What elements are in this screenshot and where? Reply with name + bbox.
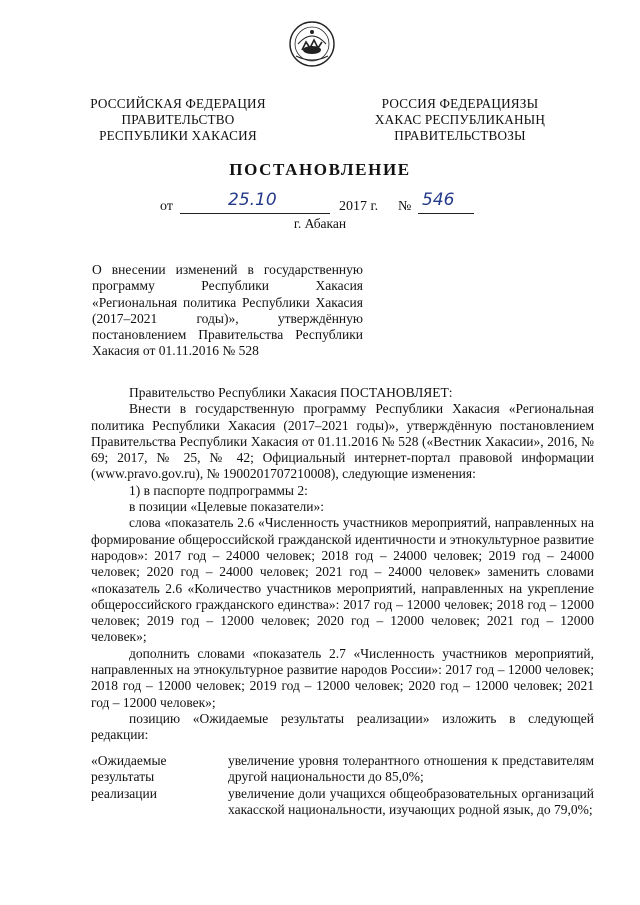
label-line: реализации xyxy=(91,785,157,801)
number-underline xyxy=(418,213,474,214)
header-right-line: ХАКАС РЕСПУБЛИКАНЫҢ xyxy=(374,112,546,127)
header-right-line: ПРАВИТЕЛЬСТВОЗЫ xyxy=(394,128,526,143)
document-title: ПОСТАНОВЛЕНИЕ xyxy=(229,160,411,179)
subject-line: (2017–2021 годы)», утверждённую xyxy=(92,310,363,326)
label-line: «Ожидаемые xyxy=(91,753,167,768)
number-sign: № xyxy=(398,199,412,214)
expected-results-label xyxy=(91,753,211,802)
body-paragraph: в позиции «Целевые показатели»: xyxy=(129,499,325,515)
body-paragraph: позицию «Ожидаемые результаты реализации» изложить в следующей редакции: xyxy=(91,710,594,743)
subject-line: постановлением Правительства Республики xyxy=(92,327,363,343)
header-left-line: РОССИЙСКАЯ ФЕДЕРАЦИЯ xyxy=(90,96,266,111)
expected-results-items xyxy=(228,753,594,818)
date-number-line xyxy=(0,190,640,217)
date-prefix: от xyxy=(160,199,173,214)
label-line: результаты xyxy=(91,769,155,785)
body-paragraph: дополнить словами «показатель 2.7 «Численность участников мероприятий, направленных на этнокультурное развитие народов России»: 2017 год – 12000 человек; 2018 год – 12000 человек; 2019 год – 12000 человек; 2020 год – 12000 человек; 2021 год – 12000 человек»; xyxy=(91,645,594,710)
subject-line: программу Республики Хакасия xyxy=(92,278,363,294)
header-left-line: РЕСПУБЛИКИ ХАКАСИЯ xyxy=(99,128,257,143)
header-left-line: ПРАВИТЕЛЬСТВО xyxy=(121,112,235,127)
body-paragraph: Правительство Республики Хакасия ПОСТАНОВЛЯЕТ: xyxy=(129,385,453,400)
body-paragraph: 1) в паспорте подпрограммы 2: xyxy=(129,482,308,498)
subject-line: Хакасия от 01.11.2016 № 528 xyxy=(92,343,259,359)
header-right-line: РОССИЯ ФЕДЕРАЦИЯЗЫ xyxy=(381,96,539,111)
document-body xyxy=(91,385,594,744)
header-left-block xyxy=(78,96,278,144)
subject-line: «Региональная политика Республики Хакасия xyxy=(92,294,363,310)
subject-line: О внесении изменений в государственную xyxy=(92,262,363,277)
body-paragraph: слова «показатель 2.6 «Численность участников мероприятий, направленных на формирование общероссийской гражданской идентичности и этнокультурное развитие народов»: 2017 год – 24000 человек; 2018 год – 24000 человек; 2019 год – 24000 человек; 2020 год – 24000 человек; 2021 год – 24000 человек» заменить словами «показатель 2.6 «Количество участников мероприятий, направленных на укрепление общероссийского гражданского единства»: 2017 год – 12000 человек; 2018 год – 12000 человек; 2019 год – 12000 человек; 2020 год – 12000 человек; 2021 год – 12000 человек»; xyxy=(91,515,594,645)
coat-of-arms-emblem xyxy=(288,20,336,68)
expected-result-item: увеличение уровня толерантного отношения к представителям другой национальности до 85,0%; xyxy=(228,753,594,785)
handwritten-date: 25.10 xyxy=(228,190,277,210)
date-year: 2017 г. xyxy=(339,199,379,214)
date-underline xyxy=(180,213,330,214)
document-subject xyxy=(92,262,363,360)
city-name: г. Абакан xyxy=(293,216,347,231)
handwritten-number: 546 xyxy=(422,190,455,210)
expected-result-item: увеличение доли учащихся общеобразовательных организаций хакасской национальности, изучающих родной язык, до 79,0%; xyxy=(228,785,594,817)
header-right-block xyxy=(355,96,565,144)
body-paragraph: Внести в государственную программу Республики Хакасия «Региональная политика Республики Хакасия (2017–2021 годы)», утверждённую постановлением Правительства Республики Хакасия от 01.11.2016 № 528 («Вестник Хакасии», 2016, № 69; 2017, № 25, № 42; Официальный интернет-портал правовой информации (www.pravo.gov.ru), № 1900201707210008), следующие изменения: xyxy=(91,401,594,482)
